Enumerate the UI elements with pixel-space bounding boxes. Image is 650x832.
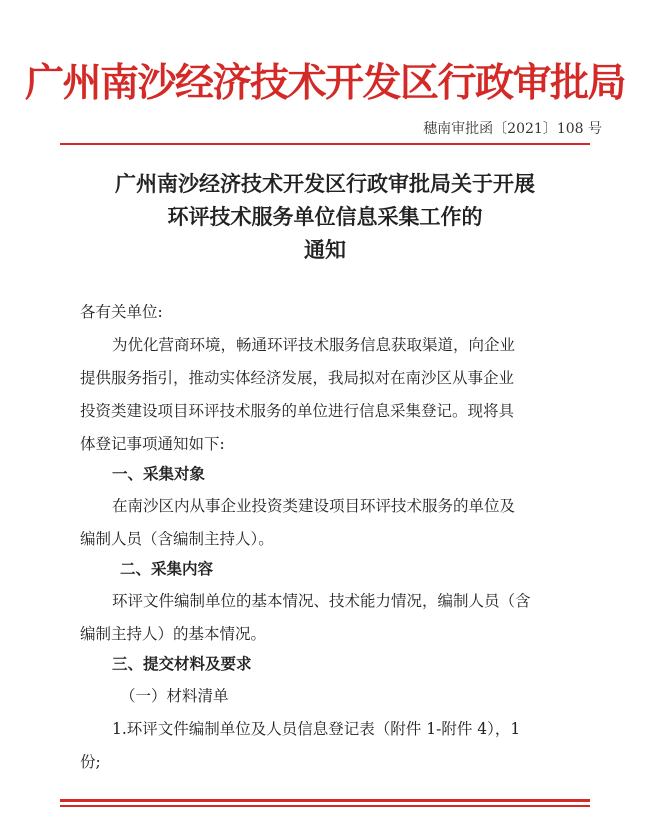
- section-2-line-2: 编制主持人）的基本情况。: [80, 625, 267, 643]
- document-body: [80, 0, 580, 832]
- salutation: 各有关单位:: [80, 303, 163, 321]
- intro-line-2: 提供服务指引，推动实体经济发展，我局拟对在南沙区从事企业: [80, 369, 515, 387]
- intro-line-4: 体登记事项通知如下:: [80, 435, 225, 453]
- document-number: 穗南审批函〔2021〕108 号: [423, 121, 602, 137]
- footer-divider-thick: [60, 799, 590, 802]
- intro-line-3: 投资类建设项目环评技术服务的单位进行信息采集登记。现将具: [80, 402, 515, 420]
- section-2-line-1: 环评文件编制单位的基本情况、技术能力情况，编制人员（含: [112, 592, 531, 610]
- subsection-heading: （一）材料清单: [120, 687, 229, 705]
- intro-line-1: 为优化营商环境，畅通环评技术服务信息获取渠道，向企业: [112, 336, 516, 354]
- item-1-line-1: 1.环评文件编制单位及人员信息登记表（附件 1-附件 4），1: [112, 720, 521, 738]
- section-1-line-2: 编制人员（含编制主持人）。: [80, 530, 274, 548]
- title-line-1: 广州南沙经济技术开发区行政审批局关于开展: [115, 172, 535, 196]
- section-2-heading: 二、采集内容: [120, 560, 214, 578]
- section-3-heading: 三、提交材料及要求: [112, 655, 252, 673]
- section-1-heading: 一、采集对象: [112, 465, 206, 483]
- section-1-line-1: 在南沙区内从事企业投资类建设项目环评技术服务的单位及: [112, 497, 516, 515]
- footer-divider-thin: [60, 805, 590, 807]
- title-line-2: 环评技术服务单位信息采集工作的: [167, 205, 483, 229]
- issuing-authority-header: 广州南沙经济技术开发区行政审批局: [24, 60, 625, 106]
- title-line-3: 通知: [304, 238, 346, 262]
- item-1-line-2: 份;: [80, 753, 101, 771]
